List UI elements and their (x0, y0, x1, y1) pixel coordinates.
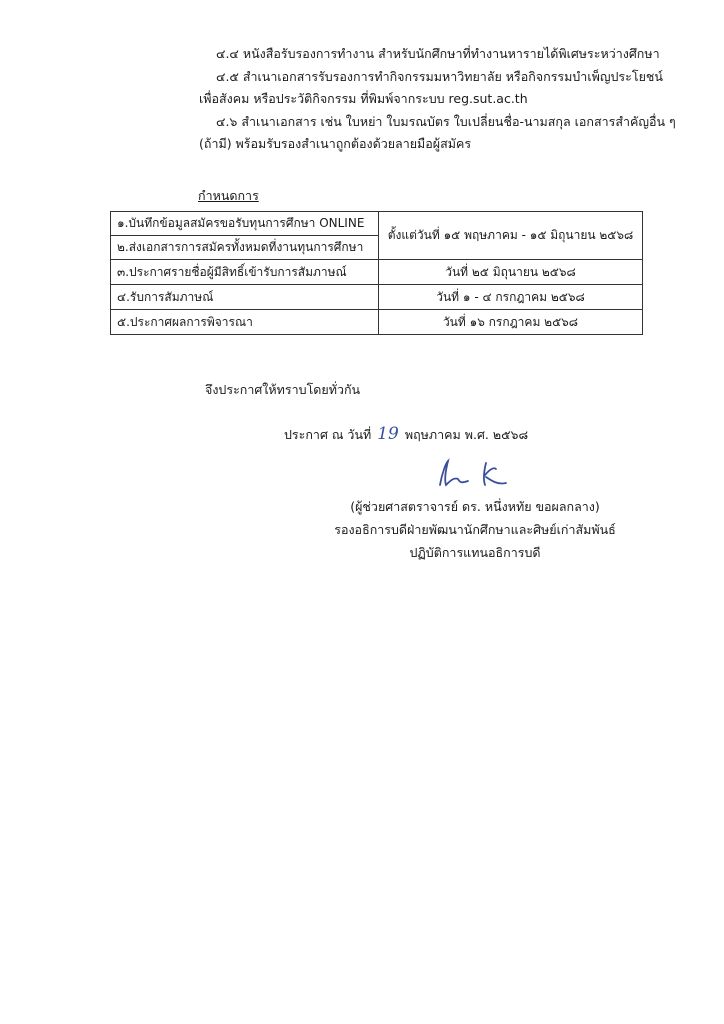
closing-statement: จึงประกาศให้ทราบโดยทั่วกัน (205, 382, 361, 397)
schedule-item: ๑.บันทึกข้อมูลสมัครขอรับทุนการศึกษา ONLINE (111, 212, 379, 236)
schedule-item: ๓.ประกาศรายชื่อผู้มีสิทธิ์เข้ารับการสัมภาษณ์ (111, 260, 379, 285)
table-row (111, 285, 643, 310)
signatory-name: (ผู้ช่วยศาสตราจารย์ ดร. หนึ่งหทัย ขอผลกลาง) (350, 499, 600, 514)
table-row (111, 260, 643, 285)
schedule-heading: กำหนดการ (198, 188, 259, 203)
schedule-date: วันที่ ๒๕ มิถุนายน ๒๕๖๘ (379, 260, 643, 285)
signature-icon (428, 455, 528, 495)
signatory-acting: ปฏิบัติการแทนอธิการบดี (409, 545, 541, 560)
signatory-title: รองอธิการบดีฝ่ายพัฒนานักศึกษาและศิษย์เก่าสัมพันธ์ (334, 522, 616, 537)
item-4-5-line2: เพื่อสังคม หรือประวัติกิจกรรม ที่พิมพ์จากระบบ reg.sut.ac.th (199, 91, 528, 106)
announcement-month-year: พฤษภาคม พ.ศ. ๒๕๖๘ (404, 427, 529, 442)
announcement-prefix: ประกาศ ณ วันที่ (284, 427, 372, 442)
schedule-date: วันที่ ๑๖ กรกฎาคม ๒๕๖๘ (379, 310, 643, 335)
table-row (111, 310, 643, 335)
schedule-date: วันที่ ๑ - ๔ กรกฎาคม ๒๕๖๘ (379, 285, 643, 310)
table-row (111, 212, 643, 236)
schedule-item: ๔.รับการสัมภาษณ์ (111, 285, 379, 310)
item-4-6-line2: (ถ้ามี) พร้อมรับรองสำเนาถูกต้องด้วยลายมือผู้สมัคร (199, 136, 472, 151)
schedule-table (110, 211, 643, 335)
item-4-6-line1: ๔.๖ สำเนาเอกสาร เช่น ใบหย่า ใบมรณบัตร ใบเปลี่ยนชื่อ-นามสกุล เอกสารสำคัญอื่น ๆ (216, 114, 676, 129)
schedule-merged-date: ตั้งแต่วันที่ ๑๕ พฤษภาคม - ๑๕ มิถุนายน ๒๕๖๘ (379, 212, 643, 260)
announcement-date (284, 424, 528, 445)
handwritten-day: 19 (377, 424, 399, 444)
schedule-item: ๕.ประกาศผลการพิจารณา (111, 310, 379, 335)
item-4-5-line1: ๔.๕ สำเนาเอกสารรับรองการทำกิจกรรมมหาวิทยาลัย หรือกิจกรรมบำเพ็ญประโยชน์ (216, 69, 663, 84)
schedule-item: ๒.ส่งเอกสารการสมัครทั้งหมดที่งานทุนการศึกษา (111, 236, 379, 260)
item-4-4-line1: ๔.๔ หนังสือรับรองการทำงาน สำหรับนักศึกษาที่ทำงานหารายได้พิเศษระหว่างศึกษา (216, 46, 660, 61)
